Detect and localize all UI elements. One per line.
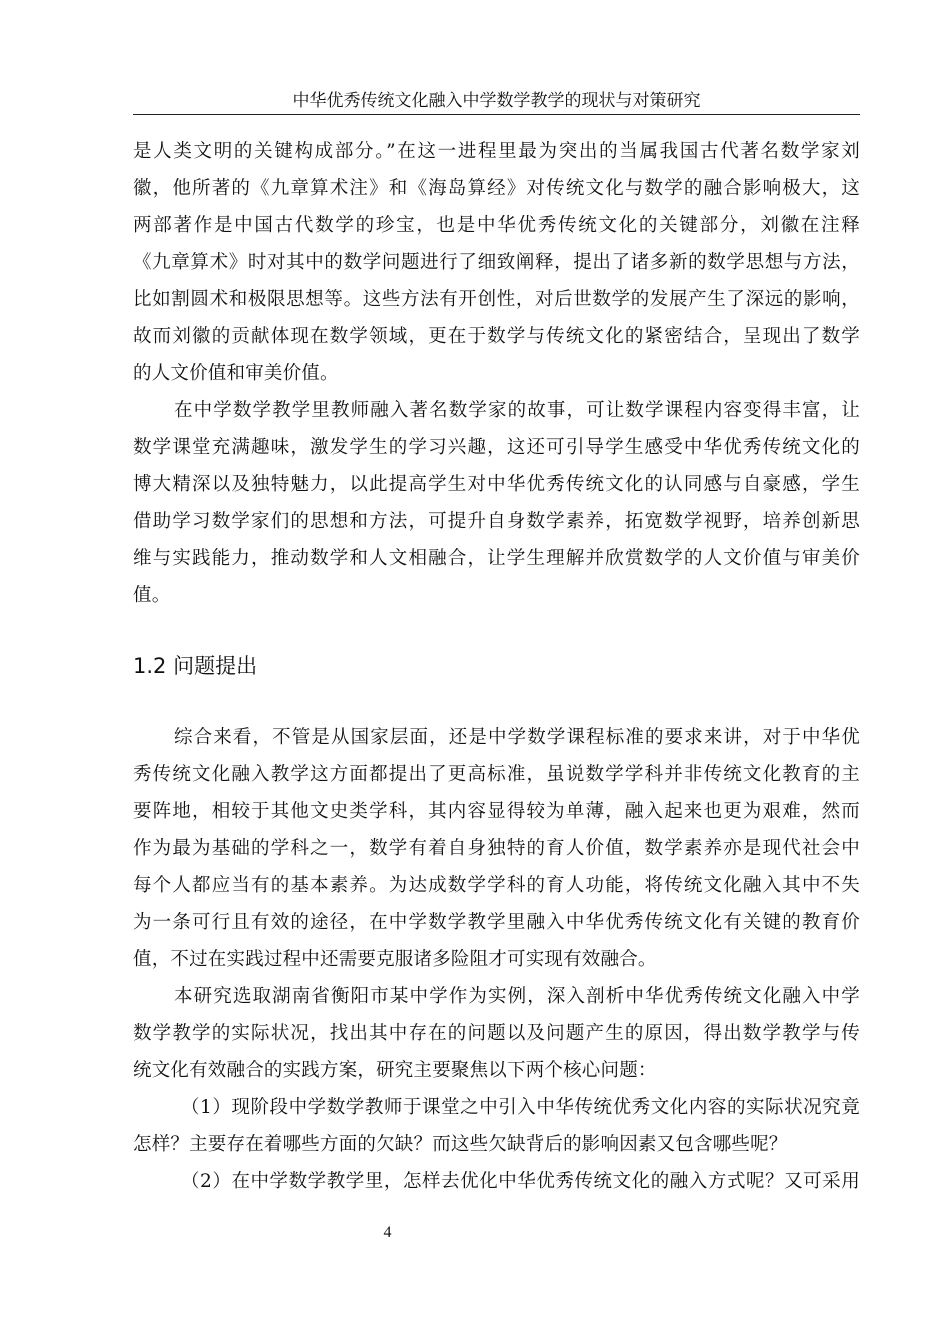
text-line: 《九章算术》时对其中的数学问题进行了细致阐释，提出了诸多新的数学思想与方法， [133,252,860,273]
text-line: 秀传统文化融入教学这方面都提出了更高标准，虽说数学学科并非传统文化教育的主 [133,764,860,785]
text-line: 借助学习数学家们的思想和方法，可提升自身数学素养，拓宽数学视野，培养创新思 [133,511,860,532]
text-line: 要阵地，相较于其他文史类学科，其内容显得较为单薄，融入起来也更为艰难，然而 [133,801,860,822]
text-line: 两部著作是中国古代数学的珍宝，也是中华优秀传统文化的关键部分，刘徽在注释 [133,215,860,236]
question-item: （2）在中学数学教学里，怎样去优化中华优秀传统文化的融入方式呢？又可采用 [181,1171,860,1192]
text-line: 维与实践能力，推动数学和人文相融合，让学生理解并欣赏数学的人文价值与审美价 [133,548,860,569]
text-line: 的人文价值和审美价值。 [133,363,339,384]
text-line: 徽，他所著的《九章算术注》和《海岛算经》对传统文化与数学的融合影响极大，这 [133,178,860,199]
text-line: 每个人都应当有的基本素养。为达成数学学科的育人功能，将传统文化融入其中不失 [133,875,860,896]
text-line: 数学教学的实际状况，找出其中存在的问题以及问题产生的原因，得出数学教学与传 [133,1023,860,1044]
question-item: （1）现阶段中学数学教师于课堂之中引入中华传统优秀文化内容的实际状况究竟 [181,1097,860,1118]
text-line: 是人类文明的关键构成部分。”在这一进程里最为突出的当属我国古代著名数学家刘 [133,141,860,162]
page-number: 4 [383,1224,392,1241]
text-line: 值，不过在实践过程中还需要克服诸多险阻才可实现有效融合。 [133,949,657,970]
text-line: 故而刘徽的贡献体现在数学领域，更在于数学与传统文化的紧密结合，呈现出了数学 [133,326,860,347]
text-line: 本研究选取湖南省衡阳市某中学作为实例，深入剖析中华优秀传统文化融入中学 [174,986,860,1007]
text-line: 值。 [133,585,171,606]
text-line: 为一条可行且有效的途径，在中学数学教学里融入中华优秀传统文化有关键的教育价 [133,912,860,933]
text-line: 统文化有效融合的实践方案，研究主要聚焦以下两个核心问题： [133,1060,657,1081]
text-line: 综合来看，不管是从国家层面，还是中学数学课程标准的要求来讲，对于中华优 [174,727,860,748]
text-line: 数学课堂充满趣味，激发学生的学习兴趣，这还可引导学生感受中华优秀传统文化的 [133,437,860,458]
section-heading: 1.2 问题提出 [133,654,258,678]
running-header: 中华优秀传统文化融入中学数学教学的现状与对策研究 [133,88,860,115]
text-line: 比如割圆术和极限思想等。这些方法有开创性，对后世数学的发展产生了深远的影响， [133,289,860,310]
text-line: 在中学数学教学里教师融入著名数学家的故事，可让数学课程内容变得丰富，让 [174,400,860,421]
text-line: 怎样？主要存在着哪些方面的欠缺？而这些欠缺背后的影响因素又包含哪些呢？ [133,1134,788,1155]
text-line: 作为最为基础的学科之一，数学有着自身独特的育人价值，数学素养亦是现代社会中 [133,838,860,859]
text-line: 博大精深以及独特魅力，以此提高学生对中华优秀传统文化的认同感与自豪感，学生 [133,474,860,495]
